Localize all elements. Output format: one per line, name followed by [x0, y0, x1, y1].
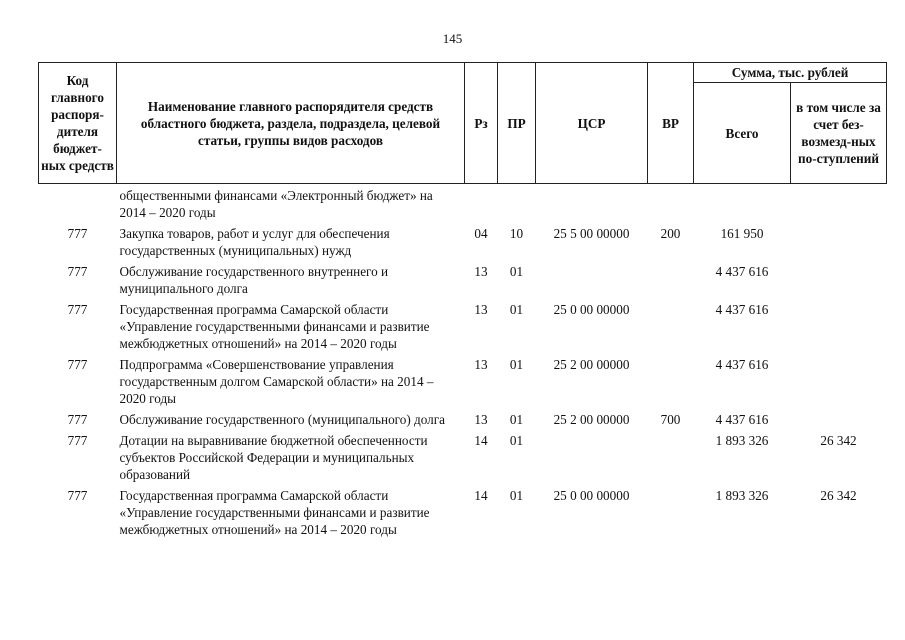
- row-vr: [648, 262, 694, 300]
- row-pr: [498, 184, 536, 225]
- header-name: Наименование главного распорядителя средств областного бюджета, раздела, подраздела, целевой статьи, группы видов расходов: [117, 63, 465, 184]
- row-grants: [791, 300, 887, 355]
- row-csr: 25 0 00 00000: [553, 302, 630, 317]
- row-csr: 25 2 00 00000: [553, 412, 630, 427]
- table-row: [39, 486, 887, 541]
- table-body: [39, 184, 887, 542]
- row-pr: 01: [509, 433, 524, 448]
- row-grants: [791, 224, 887, 262]
- header-rz: Рз: [465, 63, 498, 184]
- row-vr: [648, 486, 694, 541]
- row-rz: 14: [474, 488, 488, 503]
- row-pr: 01: [509, 264, 524, 279]
- row-name: Обслуживание государственного внутреннего и муниципального долга: [119, 264, 389, 296]
- row-grants: [791, 262, 887, 300]
- table-row: [39, 355, 887, 410]
- row-vr: [648, 355, 694, 410]
- row-code: 777: [67, 357, 88, 372]
- table-row: [39, 431, 887, 486]
- row-csr: 25 2 00 00000: [553, 357, 630, 372]
- row-code: 777: [67, 264, 88, 279]
- table-header: [39, 63, 887, 184]
- row-total: 1 893 326: [715, 433, 769, 448]
- row-total: 1 893 326: [715, 488, 769, 503]
- table-row: [39, 410, 887, 431]
- header-pr: ПР: [498, 63, 536, 184]
- row-rz: 13: [474, 302, 488, 317]
- table-row: [39, 224, 887, 262]
- row-grants: 26 342: [820, 488, 857, 503]
- row-pr: 10: [509, 226, 524, 241]
- row-csr: 25 5 00 00000: [553, 226, 630, 241]
- row-total: 161 950: [720, 226, 764, 241]
- row-name: Обслуживание государственного (муниципального) долга: [119, 412, 445, 427]
- row-csr: [536, 262, 648, 300]
- row-name: Подпрограмма «Совершенствование управления государственным долгом Самарской области» на 2014 – 2020 годы: [119, 357, 434, 406]
- row-code: [39, 184, 117, 225]
- row-code: 777: [67, 488, 88, 503]
- row-csr: [536, 184, 648, 225]
- row-name: общественными финансами «Электронный бюджет» на 2014 – 2020 годы: [119, 188, 433, 220]
- row-code: 777: [67, 226, 88, 241]
- row-code: 777: [67, 433, 88, 448]
- row-rz: [465, 184, 498, 225]
- row-pr: 01: [509, 488, 524, 503]
- header-code: Код главного распоря-дителя бюджет-ных средств: [39, 63, 117, 184]
- row-rz: 14: [474, 433, 488, 448]
- table-row: [39, 262, 887, 300]
- row-name: Государственная программа Самарской области «Управление государственными финансами и развитие межбюджетных отношений» на 2014 – 2020 годы: [119, 302, 430, 351]
- row-code: 777: [67, 302, 88, 317]
- row-csr: [536, 431, 648, 486]
- row-total: 4 437 616: [715, 264, 769, 279]
- table-row: [39, 300, 887, 355]
- row-name: Государственная программа Самарской области «Управление государственными финансами и развитие межбюджетных отношений» на 2014 – 2020 годы: [119, 488, 430, 537]
- row-grants: 26 342: [820, 433, 857, 448]
- table-row: [39, 184, 887, 225]
- row-rz: 13: [474, 412, 488, 427]
- row-csr: 25 0 00 00000: [553, 488, 630, 503]
- header-csr: ЦСР: [536, 63, 648, 184]
- row-name: Дотации на выравнивание бюджетной обеспеченности субъектов Российской Федерации и муниципальных образований: [119, 433, 428, 482]
- row-pr: 01: [509, 302, 524, 317]
- row-vr: 200: [660, 226, 681, 241]
- row-vr: [648, 184, 694, 225]
- budget-table: [38, 62, 887, 541]
- row-rz: 13: [474, 357, 488, 372]
- row-vr: [648, 300, 694, 355]
- header-total: Всего: [694, 83, 791, 184]
- row-pr: 01: [509, 357, 524, 372]
- row-vr: [648, 431, 694, 486]
- row-total: 4 437 616: [715, 357, 769, 372]
- row-total: 4 437 616: [715, 302, 769, 317]
- row-grants: [791, 184, 887, 225]
- row-name: Закупка товаров, работ и услуг для обеспечения государственных (муниципальных) нужд: [119, 226, 390, 258]
- row-code: 777: [67, 412, 88, 427]
- row-pr: 01: [509, 412, 524, 427]
- row-total: [694, 184, 791, 225]
- header-vr: ВР: [648, 63, 694, 184]
- row-grants: [791, 410, 887, 431]
- row-vr: 700: [660, 412, 681, 427]
- header-grants: в том числе за счет без-возмезд-ных по-ступлений: [791, 83, 887, 184]
- row-rz: 04: [474, 226, 488, 241]
- header-sum: Сумма, тыс. рублей: [694, 63, 887, 83]
- row-grants: [791, 355, 887, 410]
- row-rz: 13: [474, 264, 488, 279]
- page-number: 145: [442, 31, 463, 46]
- row-total: 4 437 616: [715, 412, 769, 427]
